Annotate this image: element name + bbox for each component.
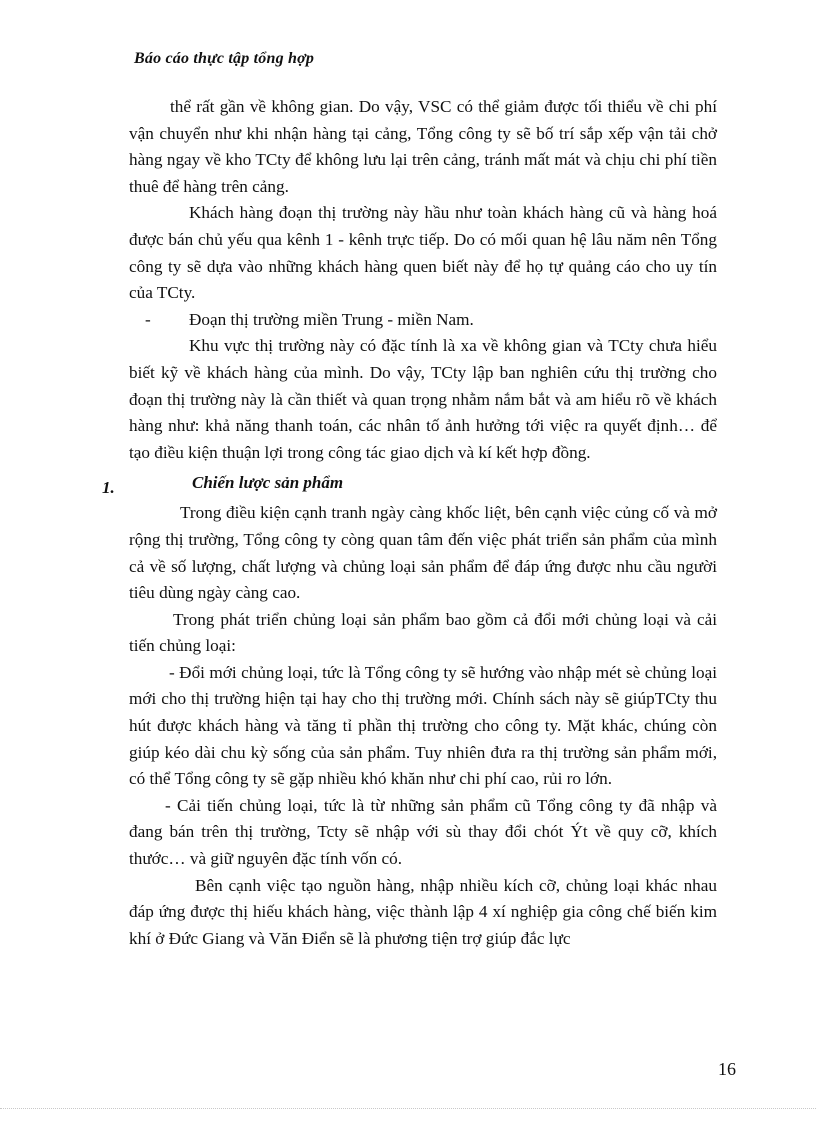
document-body xyxy=(102,94,717,952)
section-heading-number: 1. xyxy=(102,478,115,498)
footer-divider xyxy=(0,1108,816,1109)
bullet-dash: - xyxy=(145,309,151,329)
bullet-text: Đoạn thị trường miền Trung - miền Nam. xyxy=(189,309,474,329)
paragraph: Trong điều kiện cạnh tranh ngày càng khốc liệt, bên cạnh việc củng cố và mở rộng thị trường, Tổng công ty còng quan tâm đến việc phát triển sản phẩm của mình cả về số lượng, chất lượng và chủng loại sản phẩm để đáp ứng được nhu cầu người tiêu dùng ngày càng cao. xyxy=(129,503,717,603)
bullet-paragraph: - Cải tiến chủng loại, tức là từ những sản phẩm cũ Tổng công ty đã nhập và đang bán trên thị trường, Tcty sẽ nhập với sù thay đổi chót Ýt về quy cỡ, khích thước… và giữ nguyên đặc tính vốn có. xyxy=(129,795,717,869)
running-header-title: Báo cáo thực tập tổng hợp xyxy=(134,50,315,67)
section-heading-text: Chiến lược sản phẩm xyxy=(192,473,344,493)
bullet-item xyxy=(129,307,717,334)
paragraph: Trong phát triển chủng loại sản phẩm bao gồm cả đổi mới chủng loại và cải tiến chủng loại: xyxy=(129,609,717,656)
paragraph: thể rất gần về không gian. Do vậy, VSC có thể giảm được tối thiểu về chi phí vận chuyển như khi nhận hàng tại cảng, Tổng công ty sẽ bố trí sắp xếp vận tải chở hàng ngay về kho TCty để không lưu lại trên cảng, tránh mất mát và chịu chi phí tiền thuê để hàng trên cảng. xyxy=(129,97,717,196)
section-heading xyxy=(102,470,717,500)
paragraph: Bên cạnh việc tạo nguồn hàng, nhập nhiều kích cỡ, chủng loại khác nhau đáp ứng được thị hiếu khách hàng, việc thành lập 4 xí nghiệp gia công chế biến kim khí ở Đức Giang và Văn Điển sẽ là phương tiện trợ giúp đắc lực xyxy=(129,875,717,948)
page-number: 16 xyxy=(718,1059,736,1079)
bullet-paragraph: - Đổi mới chủng loại, tức là Tổng công ty sẽ hướng vào nhập mét sè chủng loại mới cho thị trường hiện tại hay cho thị trường mới. Chính sách này sẽ giúpTCty thu hút được khách hàng và tăng tỉ phần thị trường cho công ty. Mặt khác, chúng còn giúp kéo dài chu kỳ sống của sản phẩm. Tuy nhiên đưa ra thị trường sản phẩm mới, có thể Tổng công ty sẽ gặp nhiều khó khăn như chi phí cao, rủi ro lớn. xyxy=(129,662,717,789)
paragraph: Khách hàng đoạn thị trường này hầu như toàn khách hàng cũ và hàng hoá được bán chủ yếu qua kênh 1 - kênh trực tiếp. Do có mối quan hệ lâu năm nên Tổng công ty sẽ dựa vào những khách hàng quen biết này để họ tự quảng cáo cho uy tín của TCty. xyxy=(129,203,717,303)
paragraph: Khu vực thị trường này có đặc tính là xa về không gian và TCty chưa hiểu biết kỹ về khách hàng của mình. Do vậy, TCty lập ban nghiên cứu thị trường cho đoạn thị trường này là cần thiết và quan trọng nhằm nắm bắt và am hiểu rõ về khách hàng như: khả năng thanh toán, các nhân tố ảnh hưởng tới việc ra quyết định… để tạo điều kiện thuận lợi trong công tác giao dịch và kí kết hợp đồng. xyxy=(129,336,717,462)
